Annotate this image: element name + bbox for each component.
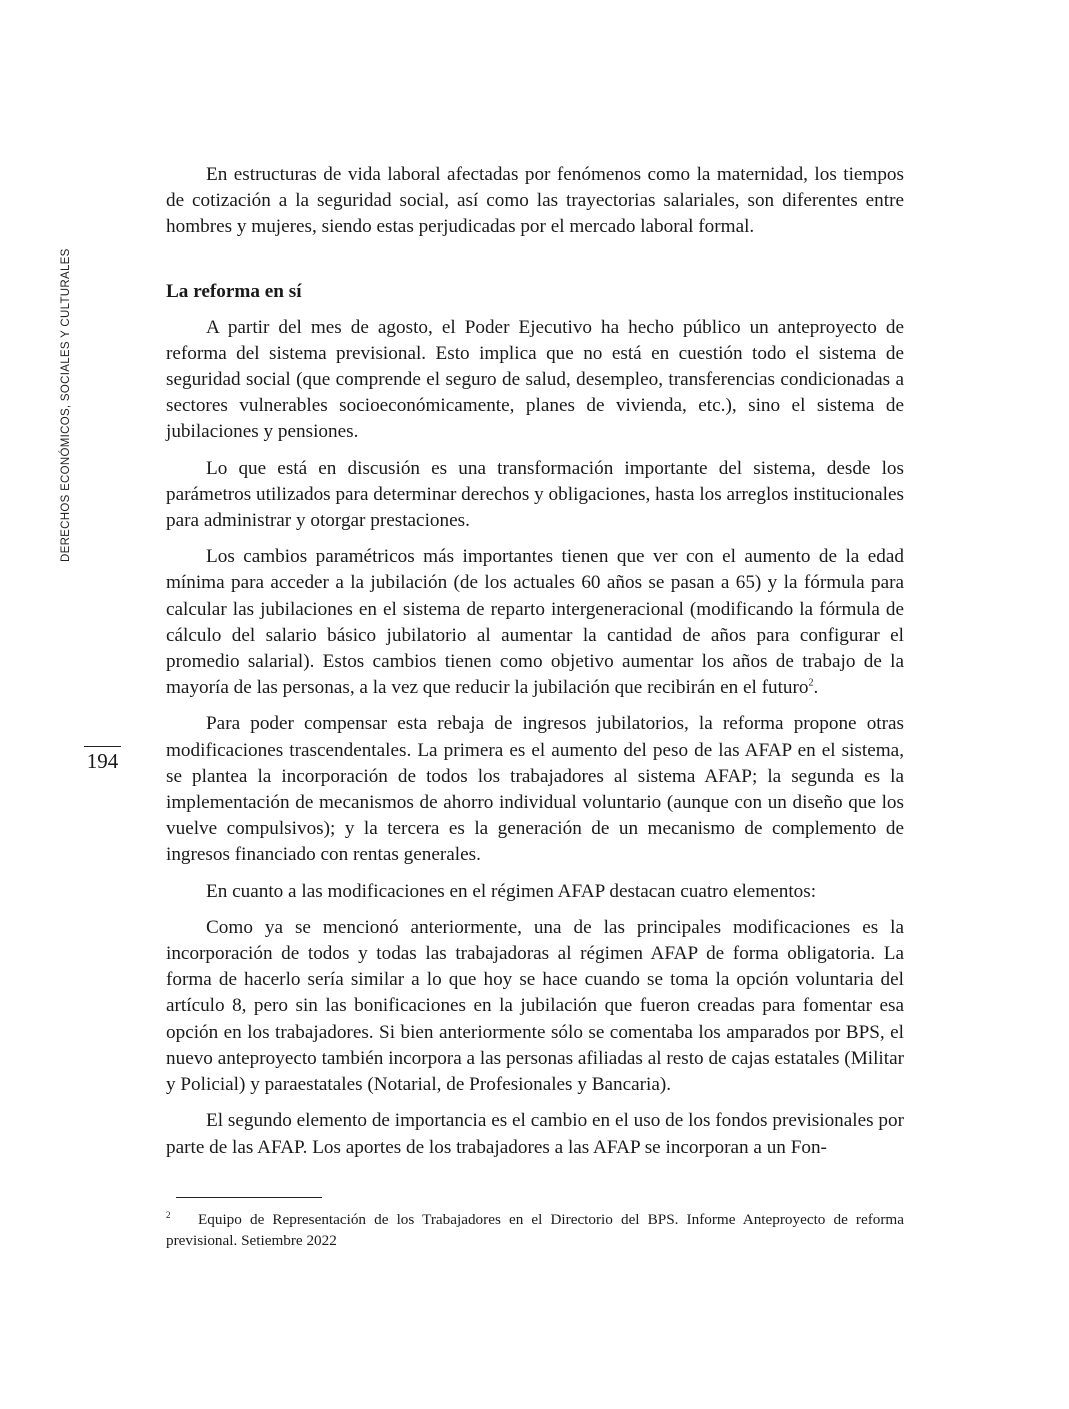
page-number-rule [84, 746, 121, 747]
section-heading: La reforma en sí [166, 280, 302, 302]
paragraph-regimen-afap: En cuanto a las modificaciones en el régimen AFAP destacan cuatro elementos: [206, 880, 817, 902]
footnote-reference: 2 [808, 677, 814, 689]
paragraph-maternidad: En estructuras de vida laboral afectadas por fenómenos como la maternidad, los tiempos de cotización a la seguridad social, así como las trayectorias salariales, son diferentes entre hombres y mujeres, siendo estas perjudicadas por el mercado laboral formal. [166, 164, 904, 238]
paragraph-cambios-end: . [813, 677, 819, 699]
paragraph-cambios-parametricos [166, 544, 904, 701]
paragraph-discusion: Lo que está en discusión es una transformación importante del sistema, desde los parámetros utilizados para determinar derechos y obligaciones, hasta los arreglos institucionales para administrar y otorgar prestaciones. [166, 457, 904, 532]
footnote-rule [176, 1197, 322, 1198]
footnote-mark: 2 [166, 1210, 171, 1220]
paragraph-anteproyecto: A partir del mes de agosto, el Poder Ejecutivo ha hecho público un anteproyecto de reforma del sistema previsional. Esto implica que no está en cuestión todo el sistema de seguridad social (que comprende el seguro de salud, desempleo, transferencias condicionadas a sectores vulnerables socioeconómicamente, planes de vivienda, etc.), sino el sistema de jubilaciones y pensiones. [166, 316, 904, 443]
page-number: 194 [86, 749, 119, 773]
main-text [166, 162, 904, 1171]
running-header-vertical: DERECHOS ECONÓMICOS, SOCIALES Y CULTURALES [60, 248, 72, 562]
paragraph-incorporacion: Como ya se mencionó anteriormente, una de las principales modificaciones es la incorporación de todos y todas las trabajadoras al régimen AFAP de forma obligatoria. La forma de hacerlo sería similar a lo que hoy se hace cuando se toma la opción voluntaria del artículo 8, pero sin las bonificaciones en la jubilación que fueron creadas para fomentar esa opción en los trabajadores. Si bien anteriormente sólo se comentaba los amparados por BPS, el nuevo anteproyecto también incorpora a las personas afiliadas al resto de cajas estatales (Militar y Policial) y paraestatales (Notarial, de Profesionales y Bancaria). [166, 916, 904, 1096]
footnote-text: Equipo de Representación de los Trabajadores en el Directorio del BPS. Informe Anteproyecto de reforma previsional. Setiembre 2022 [166, 1211, 904, 1250]
paragraph-cambios-text: Los cambios paramétricos más importantes tienen que ver con el aumento de la edad mínima para acceder a la jubilación (de los actuales 60 años se pasan a 65) y la fórmula para calcular las jubilaciones en el sistema de reparto intergeneracional (modificando la fórmula de cálculo del salario básico jubilatorio al aumentar la cantidad de años para configurar el promedio salarial). Estos cambios tienen como objetivo aumentar los años de trabajo de la mayoría de las personas, a la vez que reducir la jubilación que recibirán en el futuro [166, 546, 904, 699]
paragraph-segundo-elemento: El segundo elemento de importancia es el cambio en el uso de los fondos previsionales por parte de las AFAP. Los aportes de los trabajadores a las AFAP se incorporan a un Fon- [166, 1110, 904, 1158]
footnote [166, 1205, 904, 1251]
paragraph-compensar: Para poder compensar esta rebaja de ingresos jubilatorios, la reforma propone otras modificaciones trascendentales. La primera es el aumento del peso de las AFAP en el sistema, se plantea la incorporación de todos los trabajadores al sistema AFAP; la segunda es la implementación de mecanismos de ahorro individual voluntario (aunque con un diseño que los vuelve compulsivos); y la tercera es la generación de un mecanismo de complemento de ingresos financiado con rentas generales. [166, 713, 904, 866]
